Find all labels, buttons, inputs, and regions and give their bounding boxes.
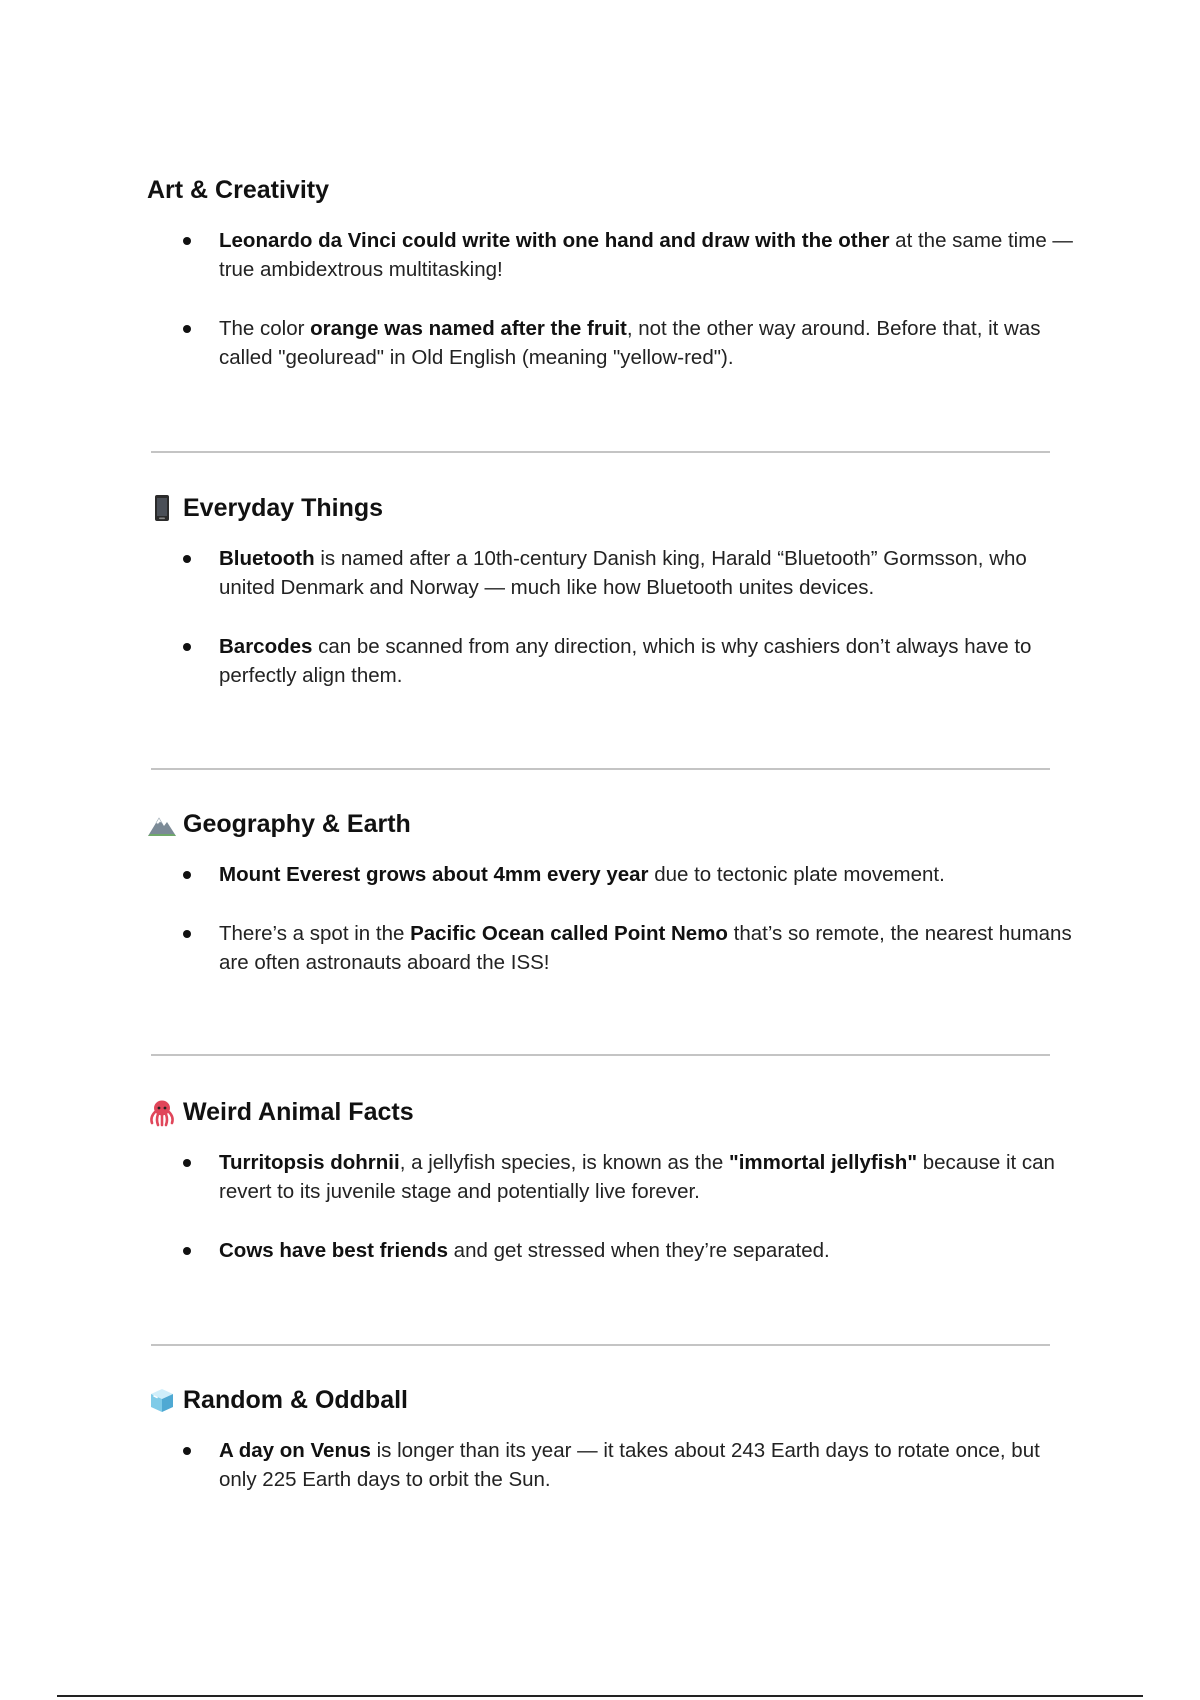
fact-text: and get stressed when they’re separated.	[447, 1239, 830, 1262]
page-bottom-rule	[57, 1695, 1143, 1697]
bullet-icon	[183, 555, 191, 563]
fact-bold-text: Pacific Ocean called Point Nemo	[410, 922, 728, 945]
section-title: Art & Creativity	[147, 175, 329, 204]
fact-list	[147, 1436, 1077, 1494]
fact-bold-text: "immortal jellyfish"	[729, 1151, 918, 1174]
fact-list	[147, 1148, 1077, 1265]
fact-text: can be scanned from any direction, which is why cashiers don’t always have to perfectly align them.	[219, 635, 1032, 687]
fact-list	[147, 860, 1077, 977]
mobile-phone-icon	[147, 493, 179, 523]
fact-list	[147, 226, 1077, 372]
section-heading	[147, 172, 1077, 208]
fact-text: due to tectonic plate movement.	[648, 863, 945, 886]
section-weird-animal-facts	[147, 1094, 1077, 1295]
fact-bold-text: Mount Everest grows about 4mm every year	[219, 863, 649, 886]
bullet-icon	[183, 930, 191, 938]
section-heading	[147, 1094, 1077, 1130]
fact-text: , a jellyfish species, is known as the	[399, 1151, 729, 1174]
section-title: Everyday Things	[183, 493, 384, 522]
list-item	[147, 314, 1077, 372]
section-divider	[151, 768, 1050, 770]
fact-text: , not the other way around. Before that, it was called "geoluread" in Old English (meaning "yellow-red").	[219, 317, 1041, 369]
section-heading	[147, 490, 1077, 526]
section-random-oddball	[147, 1382, 1077, 1524]
bullet-icon	[183, 1247, 191, 1255]
fact-text: is named after a 10th-century Danish king, Harald “Bluetooth” Gormsson, who united Denmark and Norway — much like how Bluetooth unites devices.	[219, 547, 1027, 599]
fact-text: There’s a spot in the	[219, 922, 411, 945]
section-divider	[151, 451, 1050, 453]
section-heading	[147, 806, 1077, 842]
fact-bold-text: Leonardo da Vinci could write with one hand and draw with the other	[219, 229, 890, 252]
fact-text: at the same time — true ambidextrous multitasking!	[219, 229, 1073, 281]
octopus-icon	[147, 1097, 179, 1127]
list-item	[147, 1236, 1077, 1265]
section-divider	[151, 1344, 1050, 1346]
fact-bold-text: Turritopsis dohrnii	[219, 1151, 400, 1174]
fact-bold-text: Barcodes	[219, 635, 313, 658]
section-title: Weird Animal Facts	[183, 1097, 414, 1126]
fact-bold-text: orange was named after the fruit	[310, 317, 627, 340]
list-item	[147, 1148, 1077, 1206]
fact-text: The color	[219, 317, 311, 340]
list-item	[147, 544, 1077, 602]
bullet-icon	[183, 1447, 191, 1455]
fact-list	[147, 544, 1077, 690]
fact-bold-text: Bluetooth	[219, 547, 315, 570]
bullet-icon	[183, 325, 191, 333]
ice-cube-icon	[147, 1385, 179, 1415]
bullet-icon	[183, 237, 191, 245]
section-geography-earth	[147, 806, 1077, 1007]
fact-text: that’s so remote, the nearest humans are often astronauts aboard the ISS!	[219, 922, 1072, 974]
bullet-icon	[183, 643, 191, 651]
list-item	[147, 226, 1077, 284]
snow-mountain-icon	[147, 809, 179, 839]
bullet-icon	[183, 871, 191, 879]
fact-text: is longer than its year — it takes about 243 Earth days to rotate once, but only 225 Earth days to orbit the Sun.	[219, 1439, 1040, 1491]
list-item	[147, 919, 1077, 977]
bullet-icon	[183, 1159, 191, 1167]
section-title: Random & Oddball	[183, 1385, 408, 1414]
fact-bold-text: A day on Venus	[219, 1439, 371, 1462]
list-item	[147, 632, 1077, 690]
section-heading	[147, 1382, 1077, 1418]
list-item	[147, 1436, 1077, 1494]
section-title: Geography & Earth	[183, 809, 411, 838]
fact-bold-text: Cows have best friends	[219, 1239, 448, 1262]
section-divider	[151, 1054, 1050, 1056]
fact-text: because it can revert to its juvenile stage and potentially live forever.	[219, 1151, 1055, 1203]
section-everyday-things	[147, 490, 1077, 720]
list-item	[147, 860, 1077, 889]
section-art-creativity	[147, 172, 1077, 402]
